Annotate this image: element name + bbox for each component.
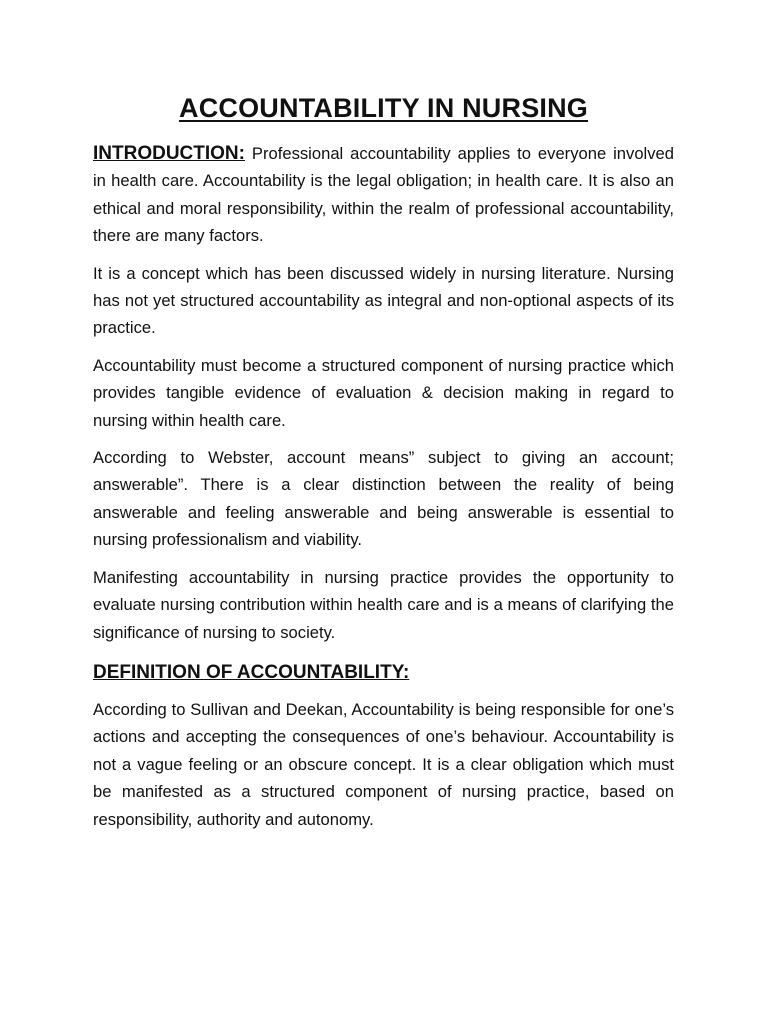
document-title: ACCOUNTABILITY IN NURSING: [179, 93, 588, 123]
introduction-text: Professional accountability applies to everyone involved in health care. Accountability is the legal obligation; in health care. It is also an ethical and moral responsibility, within the realm of professional accountability, there are many factors.: [93, 144, 674, 246]
paragraph-manifesting: Manifesting accountability in nursing practice provides the opportunity to evaluate nursing contribution within health care and is a means of clarifying the significance of nursing to society.: [93, 567, 674, 642]
paragraph-concept: It is a concept which has been discussed widely in nursing literature. Nursing has not yet structured accountability as integral and non-optional aspects of its practice.: [93, 263, 674, 338]
introduction-paragraph: [93, 140, 674, 250]
document-page: [93, 88, 674, 843]
definition-paragraph: According to Sullivan and Deekan, Accountability is being responsible for one’s actions and accepting the consequences of one’s behaviour. Accountability is not a vague feeling or an obscure concept. It is a clear obligation which must be manifested as a structured component of nursing practice, based on responsibility, authority and autonomy.: [93, 699, 674, 829]
introduction-heading: INTRODUCTION:: [93, 143, 245, 164]
definition-heading: DEFINITION OF ACCOUNTABILITY:: [93, 661, 410, 683]
paragraph-structured-component: Accountability must become a structured component of nursing practice which provides tangible evidence of evaluation & decision making in regard to nursing within health care.: [93, 355, 674, 430]
paragraph-webster: According to Webster, account means” subject to giving an account; answerable”. There is a clear distinction between the reality of being answerable and feeling answerable and being answerable is essential to nursing professionalism and viability.: [93, 448, 674, 550]
